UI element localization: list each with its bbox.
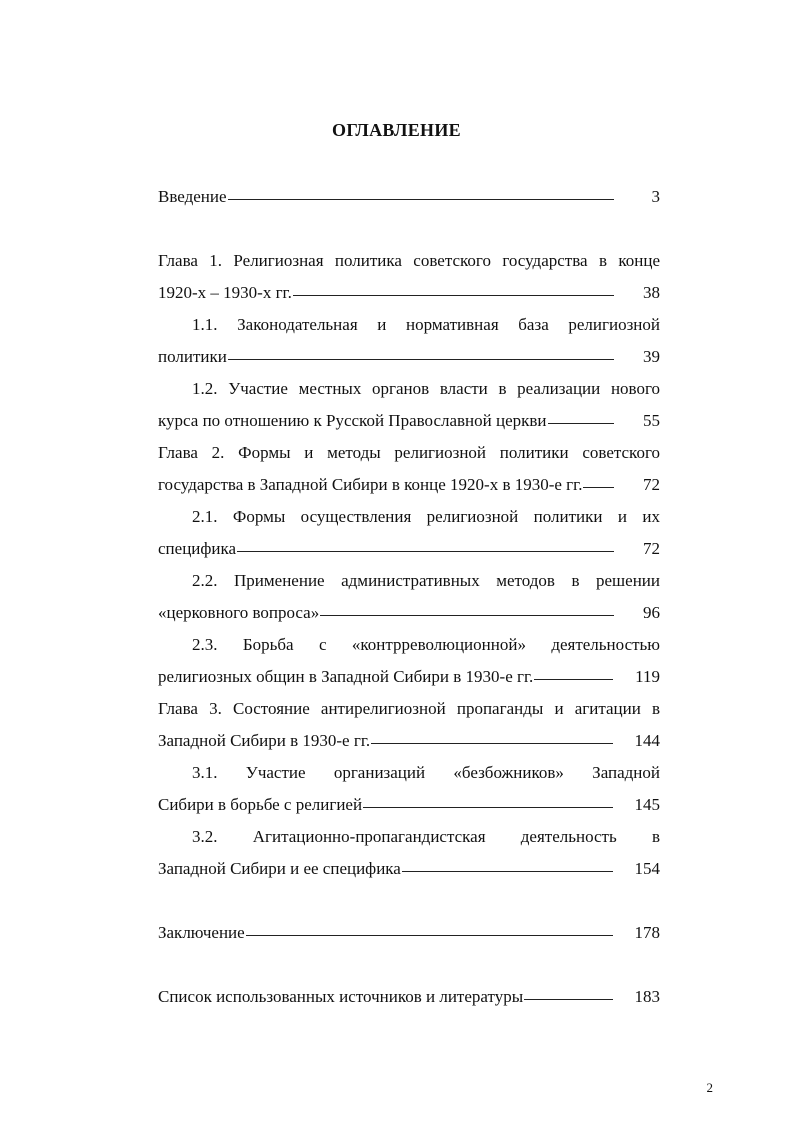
toc-entry-title-line: 1.1. Законодательная и нормативная база религиозной xyxy=(192,315,660,334)
dot-leader xyxy=(320,615,614,616)
dot-leader xyxy=(237,551,614,552)
table-of-contents xyxy=(158,181,660,1013)
toc-entry-title: Список использованных источников и литературы xyxy=(158,987,524,1006)
toc-entry-title-line: Западной Сибири в 1930-е гг. xyxy=(158,731,371,750)
dot-leader xyxy=(228,359,614,360)
toc-entry-title-line: 3.2. Агитационно-пропагандистская деятельность в xyxy=(192,827,660,846)
toc-entry-introduction xyxy=(158,181,660,213)
toc-entry-title-line: 1.2. Участие местных органов власти в реализации нового xyxy=(192,379,660,398)
toc-entry-page: 39 xyxy=(643,347,660,366)
toc-entry-chapter-2 xyxy=(158,437,660,501)
toc-entry-page: 144 xyxy=(634,731,660,750)
toc-entry-title-line: 2.3. Борьба с «контрреволюционной» деятельностью xyxy=(192,635,660,654)
toc-entry-chapter-1 xyxy=(158,245,660,309)
dot-leader xyxy=(534,679,613,680)
toc-entry-page: 72 xyxy=(643,539,660,558)
toc-entry-section-3-1 xyxy=(158,757,660,821)
toc-entry-section-1-2 xyxy=(158,373,660,437)
toc-entry-page: 119 xyxy=(635,667,660,686)
toc-entry-title-line: курса по отношению к Русской Православной церкви xyxy=(158,411,547,430)
toc-entry-page: 72 xyxy=(643,475,660,494)
toc-entry-title-line: государства в Западной Сибири в конце 1920-х в 1930-е гг. xyxy=(158,475,583,494)
toc-entry-bibliography xyxy=(158,981,660,1013)
toc-entry-section-2-3 xyxy=(158,629,660,693)
dot-leader xyxy=(402,871,613,872)
toc-entry-page: 3 xyxy=(651,187,660,206)
toc-entry-title-line: «церковного вопроса» xyxy=(158,603,320,622)
toc-entry-title-line: Сибири в борьбе с религией xyxy=(158,795,363,814)
toc-entry-title-line: 1920-х – 1930-х гг. xyxy=(158,283,292,302)
page-number: 2 xyxy=(706,1080,713,1095)
dot-leader xyxy=(228,199,614,200)
dot-leader xyxy=(371,743,612,744)
toc-entry-title-line: Западной Сибири и ее специфика xyxy=(158,859,401,878)
dot-leader xyxy=(293,295,614,296)
toc-entry-chapter-3 xyxy=(158,693,660,757)
toc-entry-title-line: Глава 1. Религиозная политика советского государства в конце xyxy=(158,251,660,270)
toc-entry-title-line: 2.2. Применение административных методов в решении xyxy=(192,571,660,590)
toc-entry-title: Введение xyxy=(158,187,227,206)
page-title: ОГЛАВЛЕНИЕ xyxy=(332,120,461,140)
toc-entry-conclusion xyxy=(158,917,660,949)
dot-leader xyxy=(583,487,614,488)
toc-entry-page: 178 xyxy=(634,923,660,942)
toc-entry-page: 145 xyxy=(634,795,660,814)
toc-entry-title-line: религиозных общин в Западной Сибири в 1930-е гг. xyxy=(158,667,534,686)
toc-entry-section-1-1 xyxy=(158,309,660,373)
toc-entry-page: 154 xyxy=(634,859,660,878)
toc-entry-section-3-2 xyxy=(158,821,660,885)
toc-entry-page: 38 xyxy=(643,283,660,302)
toc-entry-title-line: 2.1. Формы осуществления религиозной политики и их xyxy=(192,507,660,526)
toc-entry-title-line: специфика xyxy=(158,539,237,558)
toc-entry-title-line: Глава 2. Формы и методы религиозной политики советского xyxy=(158,443,660,462)
dot-leader xyxy=(548,423,614,424)
toc-entry-page: 183 xyxy=(634,987,660,1006)
toc-entry-title-line: политики xyxy=(158,347,227,366)
dot-leader xyxy=(363,807,612,808)
toc-entry-section-2-1 xyxy=(158,501,660,565)
toc-entry-title-line: 3.1. Участие организаций «безбожников» Западной xyxy=(192,763,660,782)
toc-entry-page: 96 xyxy=(643,603,660,622)
dot-leader xyxy=(524,999,612,1000)
toc-entry-page: 55 xyxy=(643,411,660,430)
toc-entry-title: Заключение xyxy=(158,923,245,942)
dot-leader xyxy=(246,935,613,936)
toc-entry-section-2-2 xyxy=(158,565,660,629)
toc-entry-title-line: Глава 3. Состояние антирелигиозной пропаганды и агитации в xyxy=(158,699,660,718)
